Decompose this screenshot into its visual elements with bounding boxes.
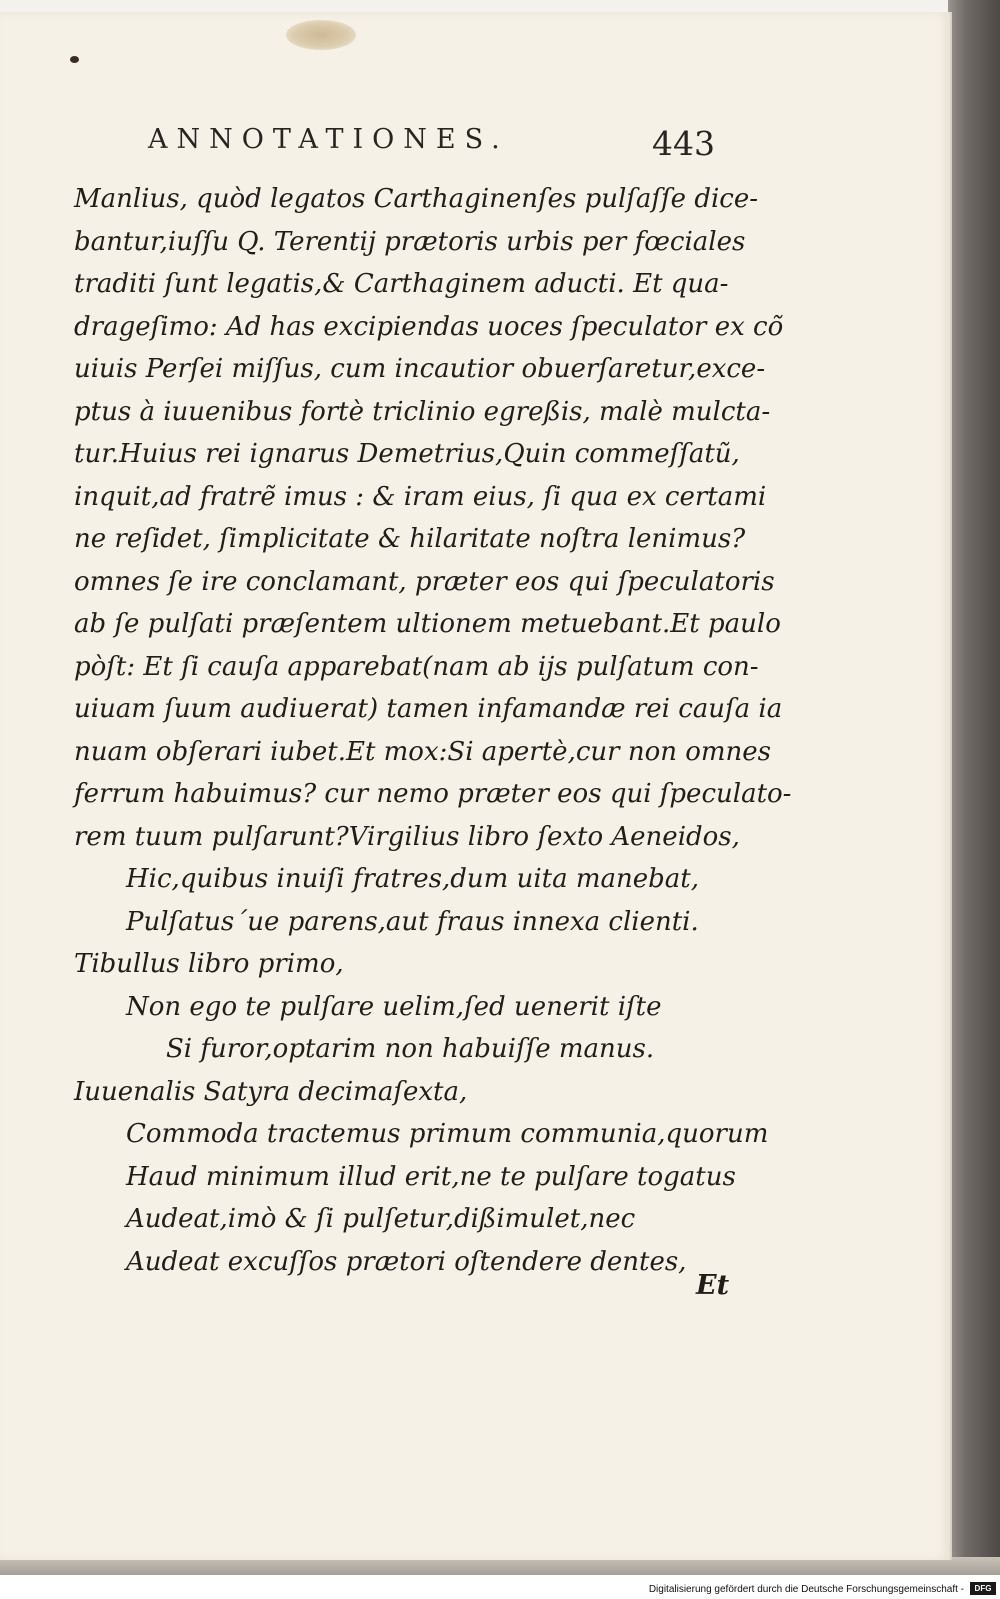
verse-line: Pulſatus´ue parens,aut fraus innexa clienti. bbox=[126, 906, 699, 937]
text-line: ab ſe pulſati præſentem ultionem metuebant.Et paulo bbox=[74, 609, 781, 639]
text-line: uiuis Perſei miſſus, cum incautior obuerſaretur,exce- bbox=[74, 354, 766, 384]
text-line: nuam obſerari iubet.Et mox:Si apertè,cur non omnes bbox=[74, 736, 772, 767]
footer-bar bbox=[0, 1575, 1000, 1599]
text-line: Manlius, quòd legatos Carthaginenſes pulſaſſe dice- bbox=[74, 184, 759, 214]
running-head: ANNOTATIONES. bbox=[148, 124, 509, 155]
verse-line: Non ego te pulſare uelim,ſed uenerit iſte bbox=[126, 991, 662, 1022]
verse-line: Audeat excuſſos prætori oſtendere dentes, bbox=[126, 1246, 687, 1277]
verse-line: Haud minimum illud erit,ne te pulſare togatus bbox=[126, 1161, 736, 1192]
citation-intro: Tibullus libro primo, bbox=[74, 949, 344, 979]
text-line: tur.Huius rei ignarus Demetrius,Quin commeſſatũ, bbox=[74, 439, 740, 469]
text-line: ferrum habuimus? cur nemo præter eos qui ſpeculato- bbox=[74, 779, 792, 809]
verse-line: Hic,quibus inuiſi fratres,dum uita manebat, bbox=[126, 864, 699, 894]
book-cover-edge bbox=[948, 0, 1000, 1575]
citation-intro: Iuuenalis Satyra decimaſexta, bbox=[74, 1076, 468, 1107]
funding-credit: Digitalisierung gefördert durch die Deutsche Forschungsgemeinschaft - bbox=[648, 1584, 964, 1595]
page-number: 443 bbox=[652, 124, 715, 163]
ink-mark bbox=[70, 56, 79, 63]
verse-line: Commoda tractemus primum communia,quorum bbox=[126, 1119, 769, 1149]
catchword: Et bbox=[696, 1270, 730, 1301]
verse-line: Audeat,imò & ſi pulſetur,dißimulet,nec bbox=[126, 1204, 636, 1234]
text-line: omnes ſe ire conclamant, præter eos qui ſpeculatoris bbox=[74, 566, 775, 597]
dfg-logo: DFG bbox=[970, 1582, 996, 1595]
verse-line: Si furor,optarim non habuiſſe manus. bbox=[166, 1034, 655, 1064]
text-line: uiuam ſuum audiuerat) tamen infamandæ rei cauſa ia bbox=[74, 694, 783, 724]
text-line: ne reſidet, ſimplicitate & hilaritate noſtra lenimus? bbox=[74, 524, 746, 554]
text-line: pòſt: Et ſi cauſa apparebat(nam ab ijs pulſatum con- bbox=[74, 651, 759, 682]
text-line: bantur,iuſſu Q. Terentij prætoris urbis per fœciales bbox=[74, 226, 746, 257]
text-line: traditi ſunt legatis,& Carthaginem aducti. Et qua- bbox=[74, 269, 729, 299]
book-page bbox=[0, 12, 952, 1560]
text-line: ptus à iuuenibus fortè triclinio egreßis, malè mulcta- bbox=[74, 396, 771, 427]
paper-stain bbox=[286, 20, 356, 50]
text-line: drageſimo: Ad has excipiendas uoces ſpeculator ex cõ bbox=[74, 311, 784, 342]
text-line: inquit,ad fratrẽ imus : & iram eius, ſi qua ex certami bbox=[74, 481, 767, 512]
body-text bbox=[74, 178, 792, 1283]
text-line: rem tuum pulſarunt?Virgilius libro ſexto Aeneidos, bbox=[74, 821, 740, 852]
